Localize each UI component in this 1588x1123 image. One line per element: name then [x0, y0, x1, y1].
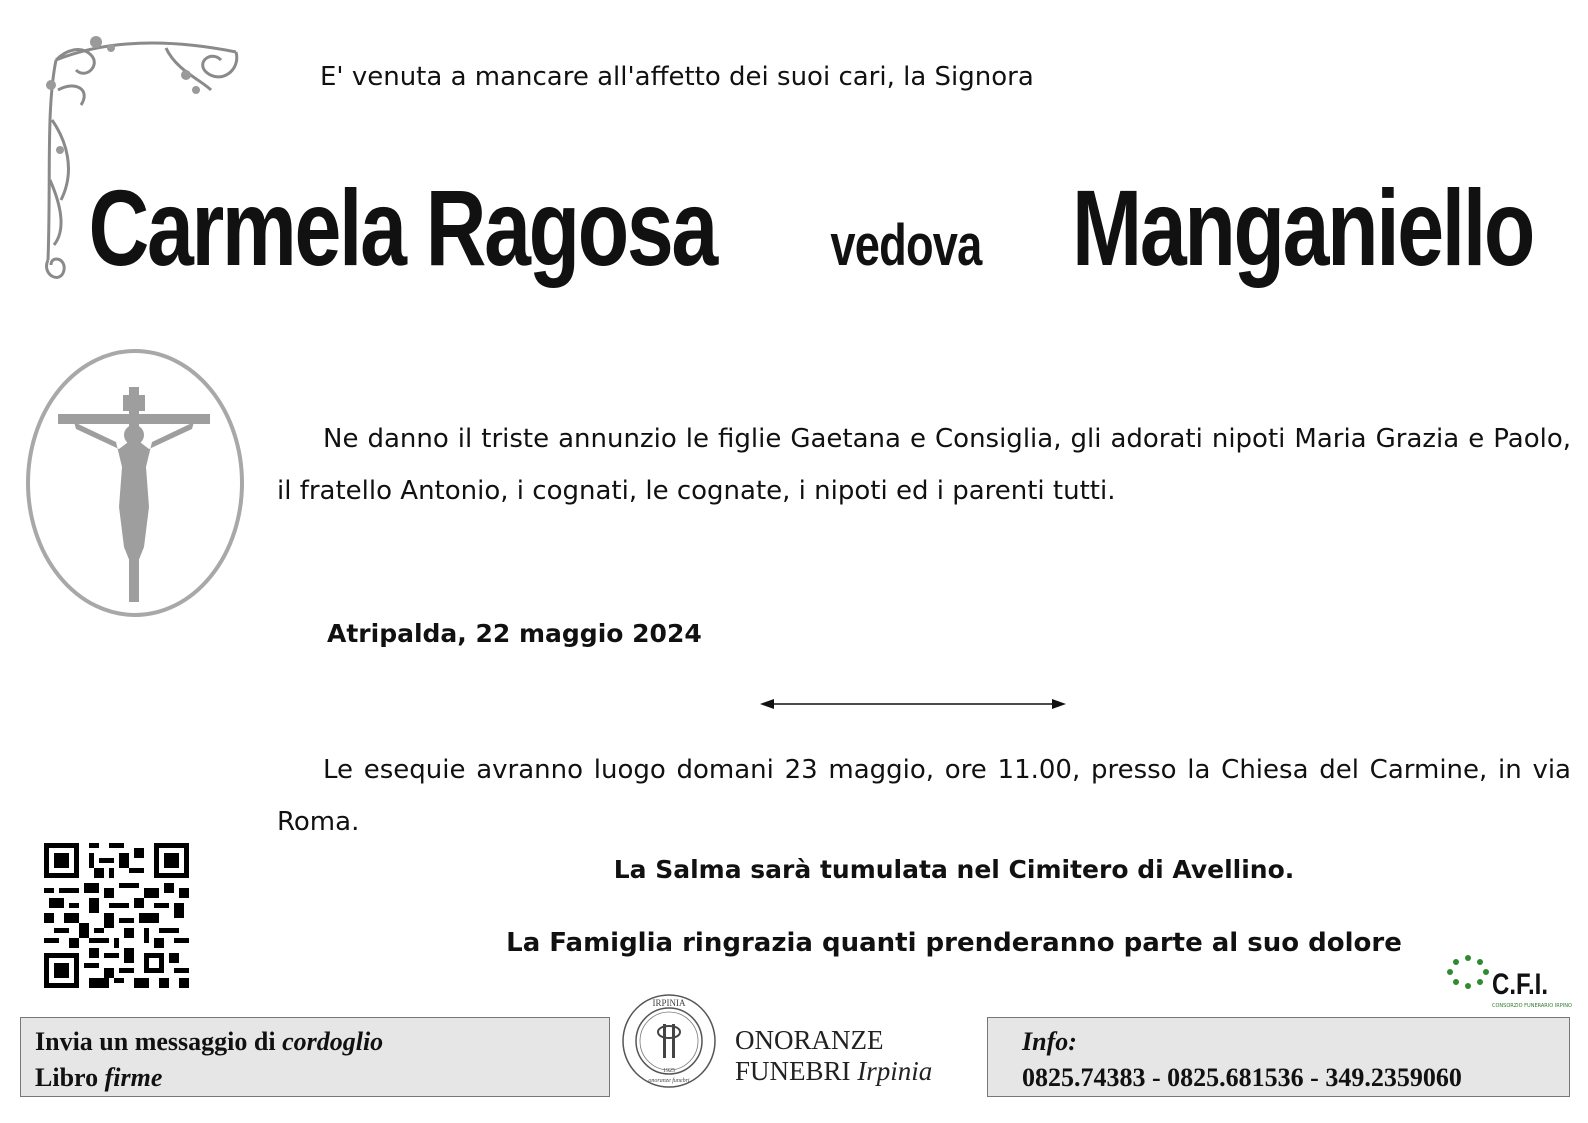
crucifix-icon: [24, 347, 246, 619]
name-last: Manganiello: [1072, 167, 1534, 288]
cfi-logo-icon: [1443, 952, 1493, 992]
name-first: Carmela Ragosa: [88, 167, 716, 288]
info-phones[interactable]: 0825.74383 - 0825.681536 - 349.2359060: [1022, 1063, 1462, 1092]
info-box: [987, 1017, 1570, 1097]
condolence-box[interactable]: [20, 1017, 610, 1097]
condolence-link[interactable]: Invia un messaggio di cordoglio: [35, 1027, 384, 1056]
funeral-paragraph: [277, 744, 1571, 848]
intro-text: E' venuta a mancare all'affetto dei suoi cari, la Signora: [320, 62, 1034, 92]
divider-arrow-icon: [760, 696, 1066, 712]
svg-text:1925: 1925: [663, 1068, 675, 1074]
name-connector: vedova: [830, 213, 982, 278]
funeral-home-name: ONORANZE FUNEBRI Irpinia: [735, 1025, 933, 1086]
thanks-text: La Famiglia ringrazia quanti prenderanno parte al suo dolore: [506, 928, 1402, 958]
place-date: Atripalda, 22 maggio 2024: [327, 619, 702, 648]
burial-text: La Salma sarà tumulata nel Cimitero di Avellino.: [613, 855, 1295, 884]
cfi-logo-text: C.F.I.: [1492, 968, 1549, 1001]
svg-text:onoranze funebri: onoranze funebri: [648, 1078, 690, 1084]
info-label: Info:: [1022, 1027, 1077, 1056]
deceased-name: [0, 165, 1588, 290]
svg-text:IRPINIA: IRPINIA: [652, 998, 686, 1008]
announcement-paragraph: [277, 413, 1571, 517]
funeral-home-seal-icon: [620, 992, 718, 1090]
cfi-logo-subtext: CONSORZIO FUNERARIO IRPINO: [1492, 1003, 1572, 1009]
funeral-text: Le esequie avranno luogo domani 23 maggio, ore 11.00, presso la Chiesa del Carmine, in via Roma.: [277, 755, 1571, 837]
guestbook-link[interactable]: Libro firme: [35, 1063, 163, 1092]
announcement-text: Ne danno il triste annunzio le figlie Gaetana e Consiglia, gli adorati nipoti Maria Grazia e Paolo, il fratello Antonio, i cognati, le cognate, i nipoti ed i parenti tutti.: [277, 424, 1571, 506]
